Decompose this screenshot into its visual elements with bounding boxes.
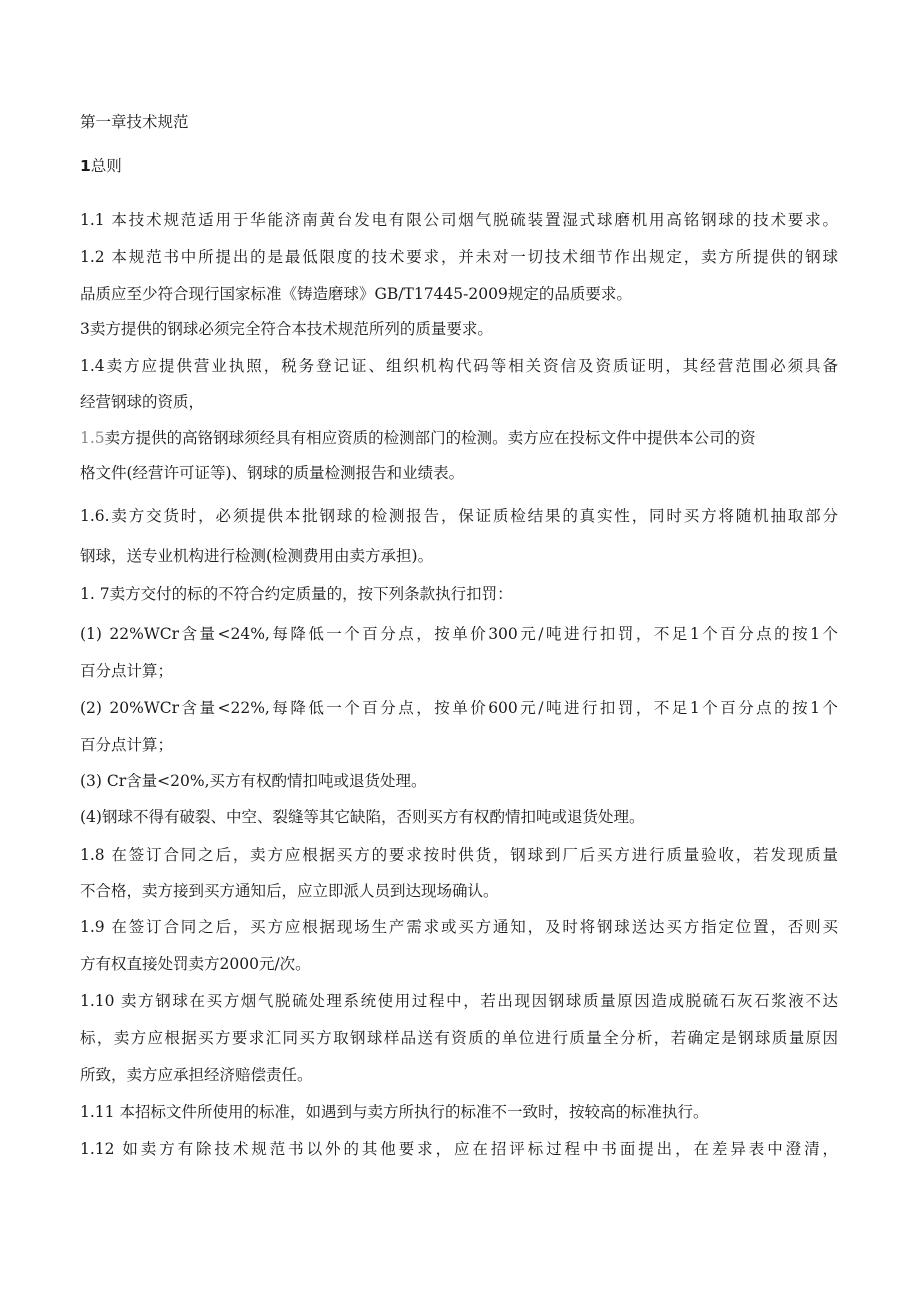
clause-1-5-line2: 格文件(经营许可证等)、钢球的质量检测报告和业绩表。 [80,464,465,482]
chapter-title: 第一章技术规范 [80,113,189,131]
clause-1-2-line2: 品质应至少符合现行国家标准《铸造磨球》GB/T17445-2009规定的品质要求。 [80,285,632,303]
item-2-line1: (2) 20%WCr含量<22%,每降低一个百分点，按单价600元/吨进行扣罚，不足1个百分点的按1个 [80,699,838,717]
clause-1-9-line1: 1.9 在签订合同之后，买方应根据现场生产需求或买方通知，及时将钢球送达买方指定位置，否则买 [80,918,838,936]
item-1-line2: 百分点计算； [80,662,174,680]
clause-1-1: 1.1 本技术规范适用于华能济南黄台发电有限公司烟气脱硫装置湿式球磨机用高铭钢球的技术要求。 [80,211,838,229]
section-number: 1 [80,157,91,175]
item-3: (3) Cr含量<20%,买方有权酌情扣吨或退货处理。 [80,772,427,790]
clause-1-10-line3: 所致，卖方应承担经济赔偿责任。 [80,1066,313,1084]
clause-1-12: 1.12 如卖方有除技术规范书以外的其他要求，应在招评标过程中书面提出，在差异表中澄清， [80,1140,838,1158]
section-title: 总则 [90,157,122,175]
clause-1-5-line1 [80,428,756,448]
section-heading [80,156,122,176]
item-1-line1: (1) 22%WCr含量<24%,每降低一个百分点，按单价300元/吨进行扣罚，不足1个百分点的按1个 [80,625,838,643]
clause-1-4-line2: 经营钢球的资质， [80,393,205,411]
clause-1-6-line2: 钢球，送专业机构进行检测(检测费用由卖方承担)。 [80,547,434,565]
clause-1-10-line2: 标，卖方应根据买方要求汇同买方取钢球样品送有资质的单位进行质量全分析，若确定是钢球质量原因 [80,1029,838,1047]
clause-1-5-number: 1.5 [80,429,105,447]
clause-1-11: 1.11 本招标文件所使用的标准，如遇到与卖方所执行的标准不一致时，按较高的标准执行。 [80,1103,709,1121]
item-4: (4)钢球不得有破裂、中空、裂缝等其它缺陷，否则买方有权酌情扣吨或退货处理。 [80,808,645,826]
clause-1-8-line1: 1.8 在签订合同之后，卖方应根据买方的要求按时供货，钢球到厂后买方进行质量验收，若发现质量 [80,846,838,864]
clause-1-4-line1: 1.4卖方应提供营业执照，税务登记证、组织机构代码等相关资信及资质证明，其经营范围必须具备 [80,357,838,375]
clause-1-8-line2: 不合格，卖方接到买方通知后，应立即派人员到达现场确认。 [80,882,499,900]
clause-1-6-line1: 1.6.卖方交货时，必须提供本批钢球的检测报告，保证质检结果的真实性，同时买方将随机抽取部分 [80,507,838,525]
item-2-line2: 百分点计算； [80,736,174,754]
clause-1-9-line2: 方有权直接处罚卖方2000元/次。 [80,955,311,973]
clause-1-7: 1. 7卖方交付的标的不符合约定质量的，按下列条款执行扣罚： [80,585,513,603]
clause-1-2-line1: 1.2 本规范书中所提出的是最低限度的技术要求，并未对一切技术细节作出规定，卖方所提供的钢球 [80,248,838,266]
clause-1-3: 3卖方提供的钢球必须完全符合本技术规范所列的质量要求。 [80,320,493,338]
clause-1-10-line1: 1.10 卖方钢球在买方烟气脱硫处理系统使用过程中，若出现因钢球质量原因造成脱硫石灰石浆液不达 [80,992,838,1010]
clause-1-5-text: 卖方提供的高铬钢球须经具有相应资质的检测部门的检测。卖方应在投标文件中提供本公司的资 [104,429,756,447]
